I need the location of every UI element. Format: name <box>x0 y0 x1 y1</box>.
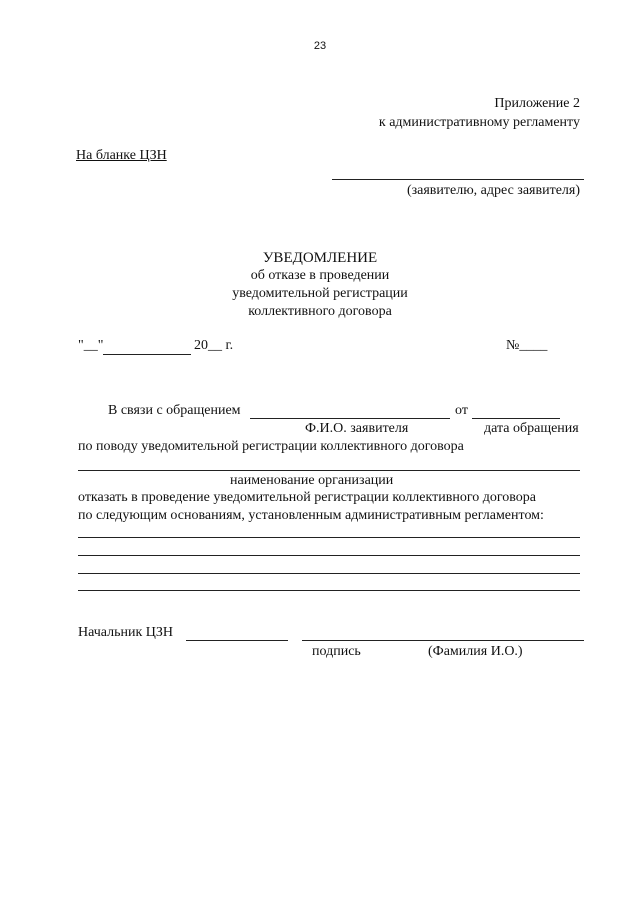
appendix-line-1: Приложение 2 <box>494 96 580 111</box>
document-number: №____ <box>506 338 548 353</box>
signature-caption: подпись <box>312 644 361 659</box>
title-line-3: коллективного договора <box>248 304 392 319</box>
appendix-line-2: к административному регламенту <box>378 115 580 130</box>
applicant-name-line <box>250 418 450 419</box>
date-year: 20__ г. <box>194 338 234 353</box>
grounds-line-3 <box>78 573 580 574</box>
recipient-caption: (заявителю, адрес заявителя) <box>406 183 580 198</box>
grounds-line-4 <box>78 590 580 591</box>
recipient-line <box>332 179 584 180</box>
title-line-1: об отказе в проведении <box>250 268 390 283</box>
signature-line <box>186 640 288 641</box>
grounds-text: по следующим основаниям, установленным административным регламентом: <box>78 508 544 523</box>
organization-line <box>78 470 580 471</box>
from-text: от <box>455 403 468 418</box>
signatory-role: Начальник ЦЗН <box>78 625 174 640</box>
date-caption: дата обращения <box>484 421 579 436</box>
page-number: 23 <box>313 40 327 52</box>
regarding-text: по поводу уведомительной регистрации коллективного договора <box>78 439 464 454</box>
title-line-2: уведомительной регистрации <box>232 286 408 301</box>
name-line <box>302 640 584 641</box>
intro-text: В связи с обращением <box>108 403 241 418</box>
organization-caption: наименование организации <box>230 473 394 488</box>
document-title: УВЕДОМЛЕНИЕ <box>262 250 378 266</box>
letterhead-note: На бланке ЦЗН <box>76 148 167 163</box>
appeal-date-line <box>472 418 560 419</box>
date-day: "__" <box>78 338 104 353</box>
grounds-line-1 <box>78 537 580 538</box>
refuse-text: отказать в проведение уведомительной регистрации коллективного договора <box>78 490 536 505</box>
fio-caption: Ф.И.О. заявителя <box>305 421 409 436</box>
grounds-line-2 <box>78 555 580 556</box>
name-caption: (Фамилия И.О.) <box>428 644 523 659</box>
date-month-line <box>103 354 191 355</box>
